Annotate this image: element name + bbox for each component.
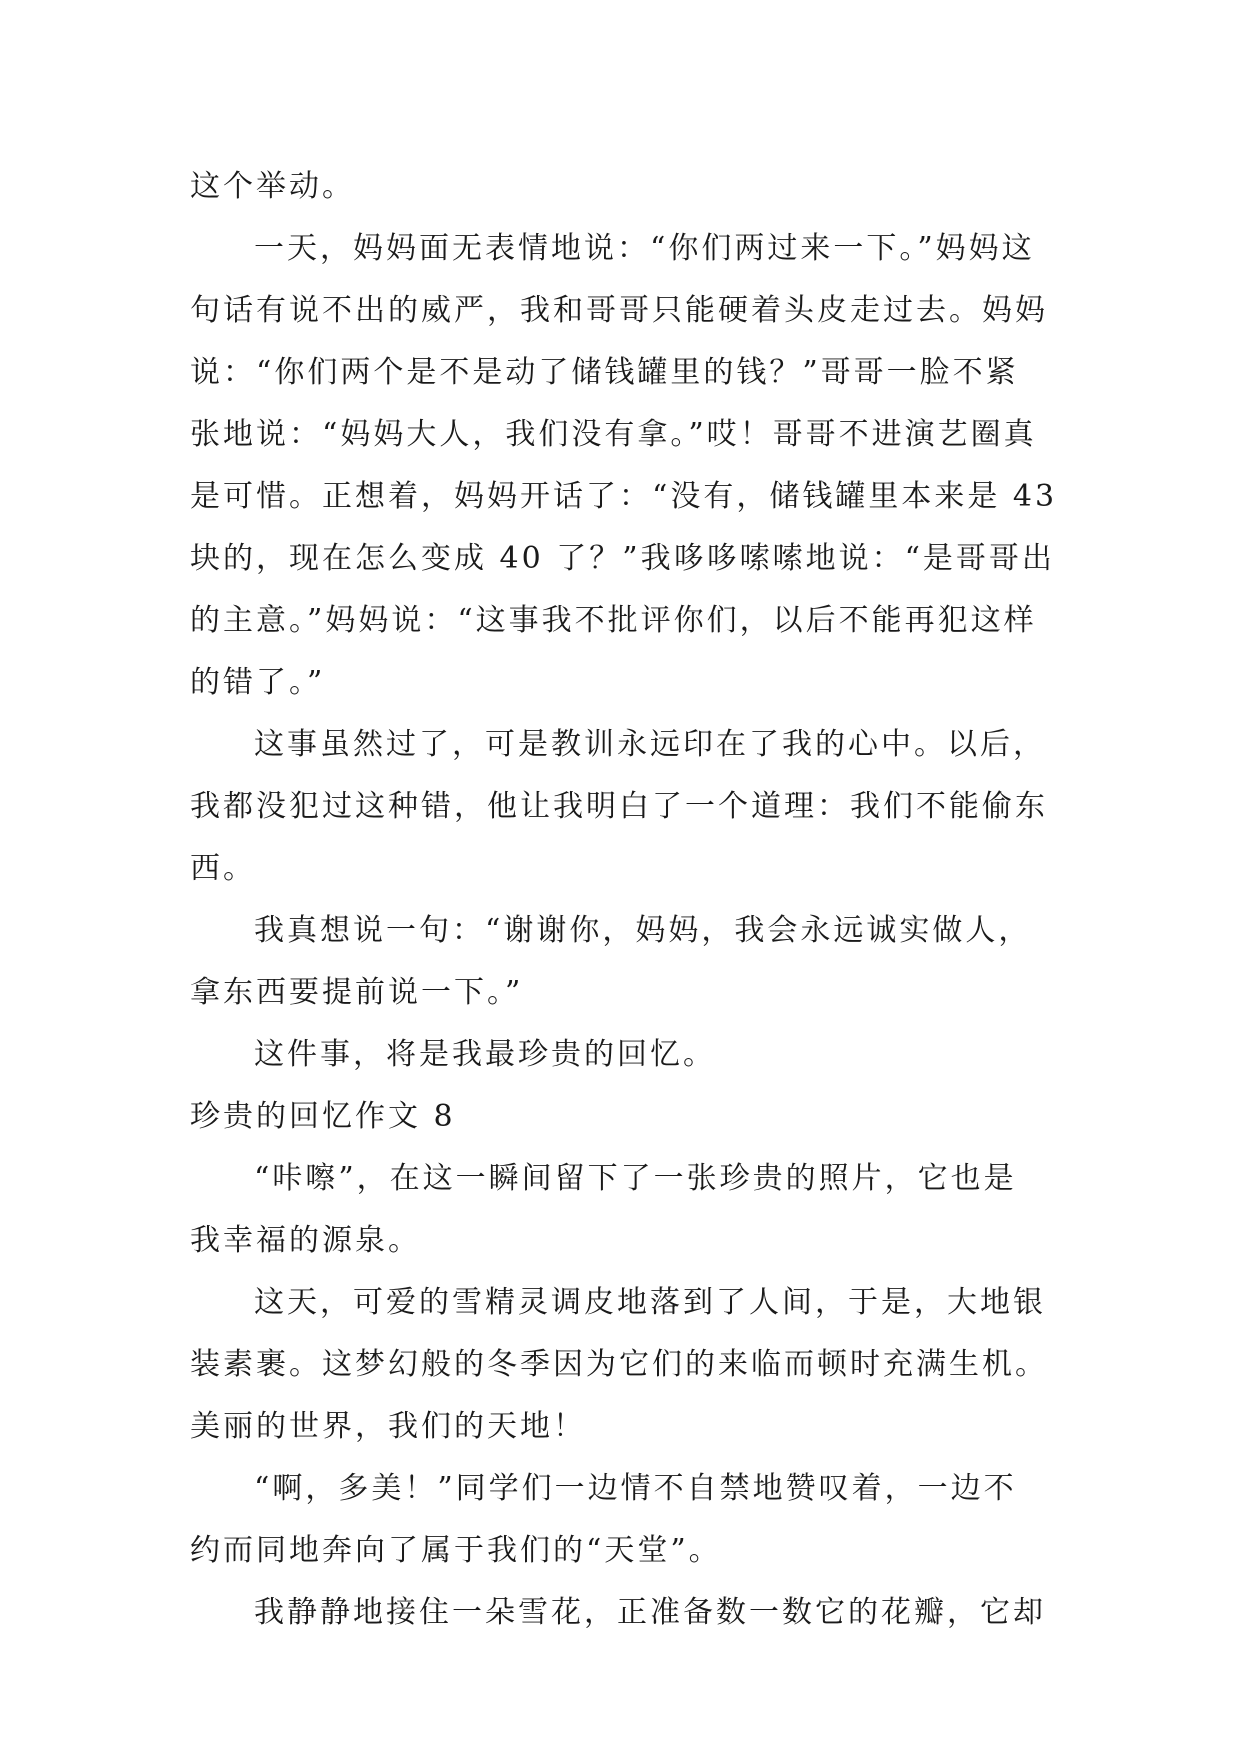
text-line: “咔嚓”，在这一瞬间留下了一张珍贵的照片，它也是 — [254, 1161, 1017, 1196]
text-line: 句话有说不出的威严，我和哥哥只能硬着头皮走过去。妈妈 — [190, 293, 1048, 328]
text-line: 一天，妈妈面无表情地说：“你们两过来一下。”妈妈这 — [254, 231, 1035, 266]
text-line: “啊，多美！”同学们一边情不自禁地赞叹着，一边不 — [254, 1471, 1017, 1506]
text-line: 我静静地接住一朵雪花，正准备数一数它的花瓣，它却 — [254, 1595, 1046, 1630]
text-line: 张地说：“妈妈大人，我们没有拿。”哎！哥哥不进演艺圈真 — [190, 417, 1037, 452]
text-line: 西。 — [190, 851, 256, 886]
text-line: 说：“你们两个是不是动了储钱罐里的钱？”哥哥一脸不紧 — [190, 355, 1019, 390]
section-heading: 珍贵的回忆作文 8 — [190, 1099, 456, 1134]
text-line: 我都没犯过这种错，他让我明白了一个道理：我们不能偷东 — [190, 789, 1048, 824]
document-body — [190, 156, 1070, 1644]
text-line: 美丽的世界，我们的天地！ — [190, 1409, 586, 1444]
text-line: 块的，现在怎么变成 40 了？”我哆哆嗦嗦地说：“是哥哥出 — [190, 541, 1055, 576]
text-line: 的主意。”妈妈说：“这事我不批评你们，以后不能再犯这样 — [190, 603, 1037, 638]
text-line: 这事虽然过了，可是教训永远印在了我的心中。以后， — [254, 727, 1046, 762]
text-line: 我幸福的源泉。 — [190, 1223, 421, 1258]
text-line: 约而同地奔向了属于我们的“天堂”。 — [190, 1533, 722, 1568]
text-line: 拿东西要提前说一下。” — [190, 975, 524, 1010]
text-line: 这个举动。 — [190, 169, 355, 204]
text-line: 这件事，将是我最珍贵的回忆。 — [254, 1037, 716, 1072]
text-line: 我真想说一句：“谢谢你，妈妈，我会永远诚实做人， — [254, 913, 1032, 948]
text-line: 这天，可爱的雪精灵调皮地落到了人间，于是，大地银 — [254, 1285, 1046, 1320]
text-line: 是可惜。正想着，妈妈开话了：“没有，储钱罐里本来是 43 — [190, 479, 1058, 514]
text-line: 的错了。” — [190, 665, 326, 700]
text-line: 装素裹。这梦幻般的冬季因为它们的来临而顿时充满生机。 — [190, 1347, 1048, 1382]
